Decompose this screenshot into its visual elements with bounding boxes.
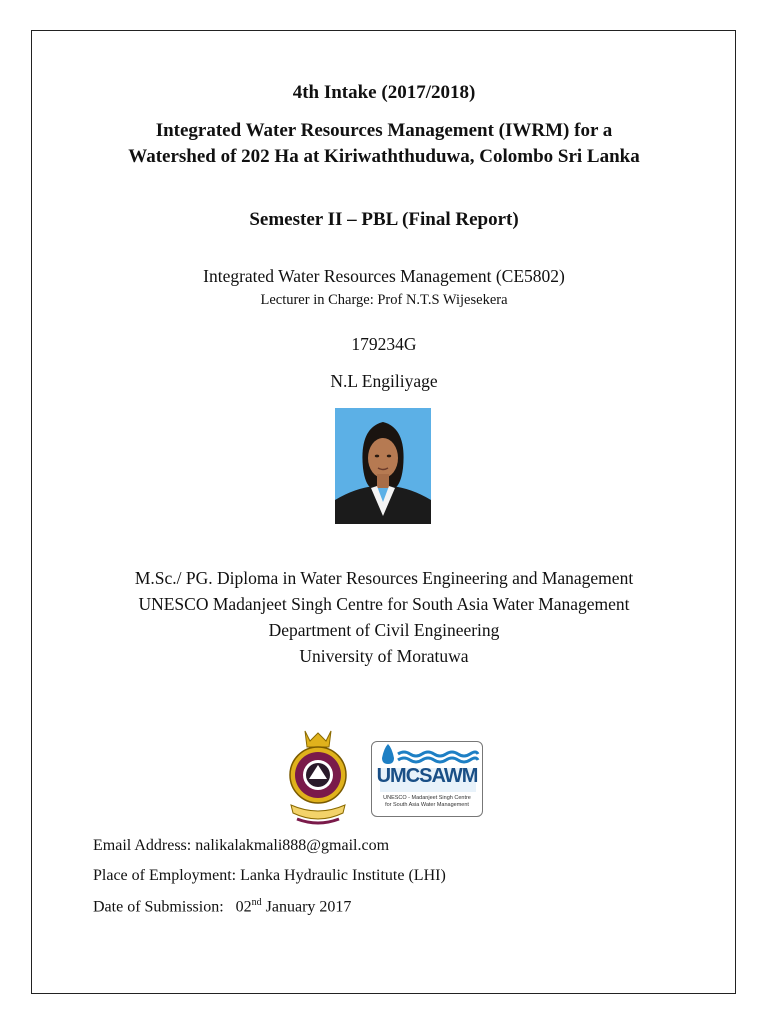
umcsawm-logo-subtitle-2: for South Asia Water Management <box>385 802 469 808</box>
affiliation-university: University of Moratuwa <box>299 646 469 666</box>
umcsawm-logo <box>371 741 483 817</box>
semester-heading: Semester II – PBL (Final Report) <box>249 209 519 230</box>
submission-day: 02 <box>235 898 252 916</box>
intake-heading: 4th Intake (2017/2018) <box>292 82 476 103</box>
university-of-moratuwa-logo <box>283 727 353 827</box>
affiliation-program: M.Sc./ PG. Diploma in Water Resources Engineering and Management <box>134 568 634 588</box>
affiliation-centre: UNESCO Madanjeet Singh Centre for South Asia Water Management <box>138 594 630 614</box>
course-name: Integrated Water Resources Management (CE5802) <box>203 266 565 286</box>
submission-label: Date of Submission: <box>93 898 224 916</box>
email-line <box>93 837 389 855</box>
submission-month-year: January 2017 <box>265 898 352 916</box>
submission-date-line <box>93 897 351 916</box>
email-label: Email Address: <box>93 837 192 854</box>
umcsawm-logo-text: UMCSAWM <box>376 765 478 787</box>
student-id: 179234G <box>351 334 417 354</box>
affiliation-department: Department of Civil Engineering <box>268 620 500 640</box>
student-photo <box>335 408 431 524</box>
email-value: nalikalakmali888@gmail.com <box>195 837 390 854</box>
employment-value: Lanka Hydraulic Institute (LHI) <box>240 867 446 884</box>
lecturer-in-charge: Lecturer in Charge: Prof N.T.S Wijesekera <box>260 292 508 308</box>
employment-line <box>93 867 446 885</box>
report-title-line-2: Watershed of 202 Ha at Kiriwaththuduwa, Colombo Sri Lanka <box>128 146 640 167</box>
employment-label: Place of Employment: <box>93 867 237 884</box>
umcsawm-logo-subtitle-1: UNESCO - Madanjeet Singh Centre <box>383 795 471 801</box>
report-title-line-1: Integrated Water Resources Management (IWRM) for a <box>155 120 613 141</box>
submission-day-suffix: nd <box>251 897 262 908</box>
student-name: N.L Engiliyage <box>330 371 438 391</box>
